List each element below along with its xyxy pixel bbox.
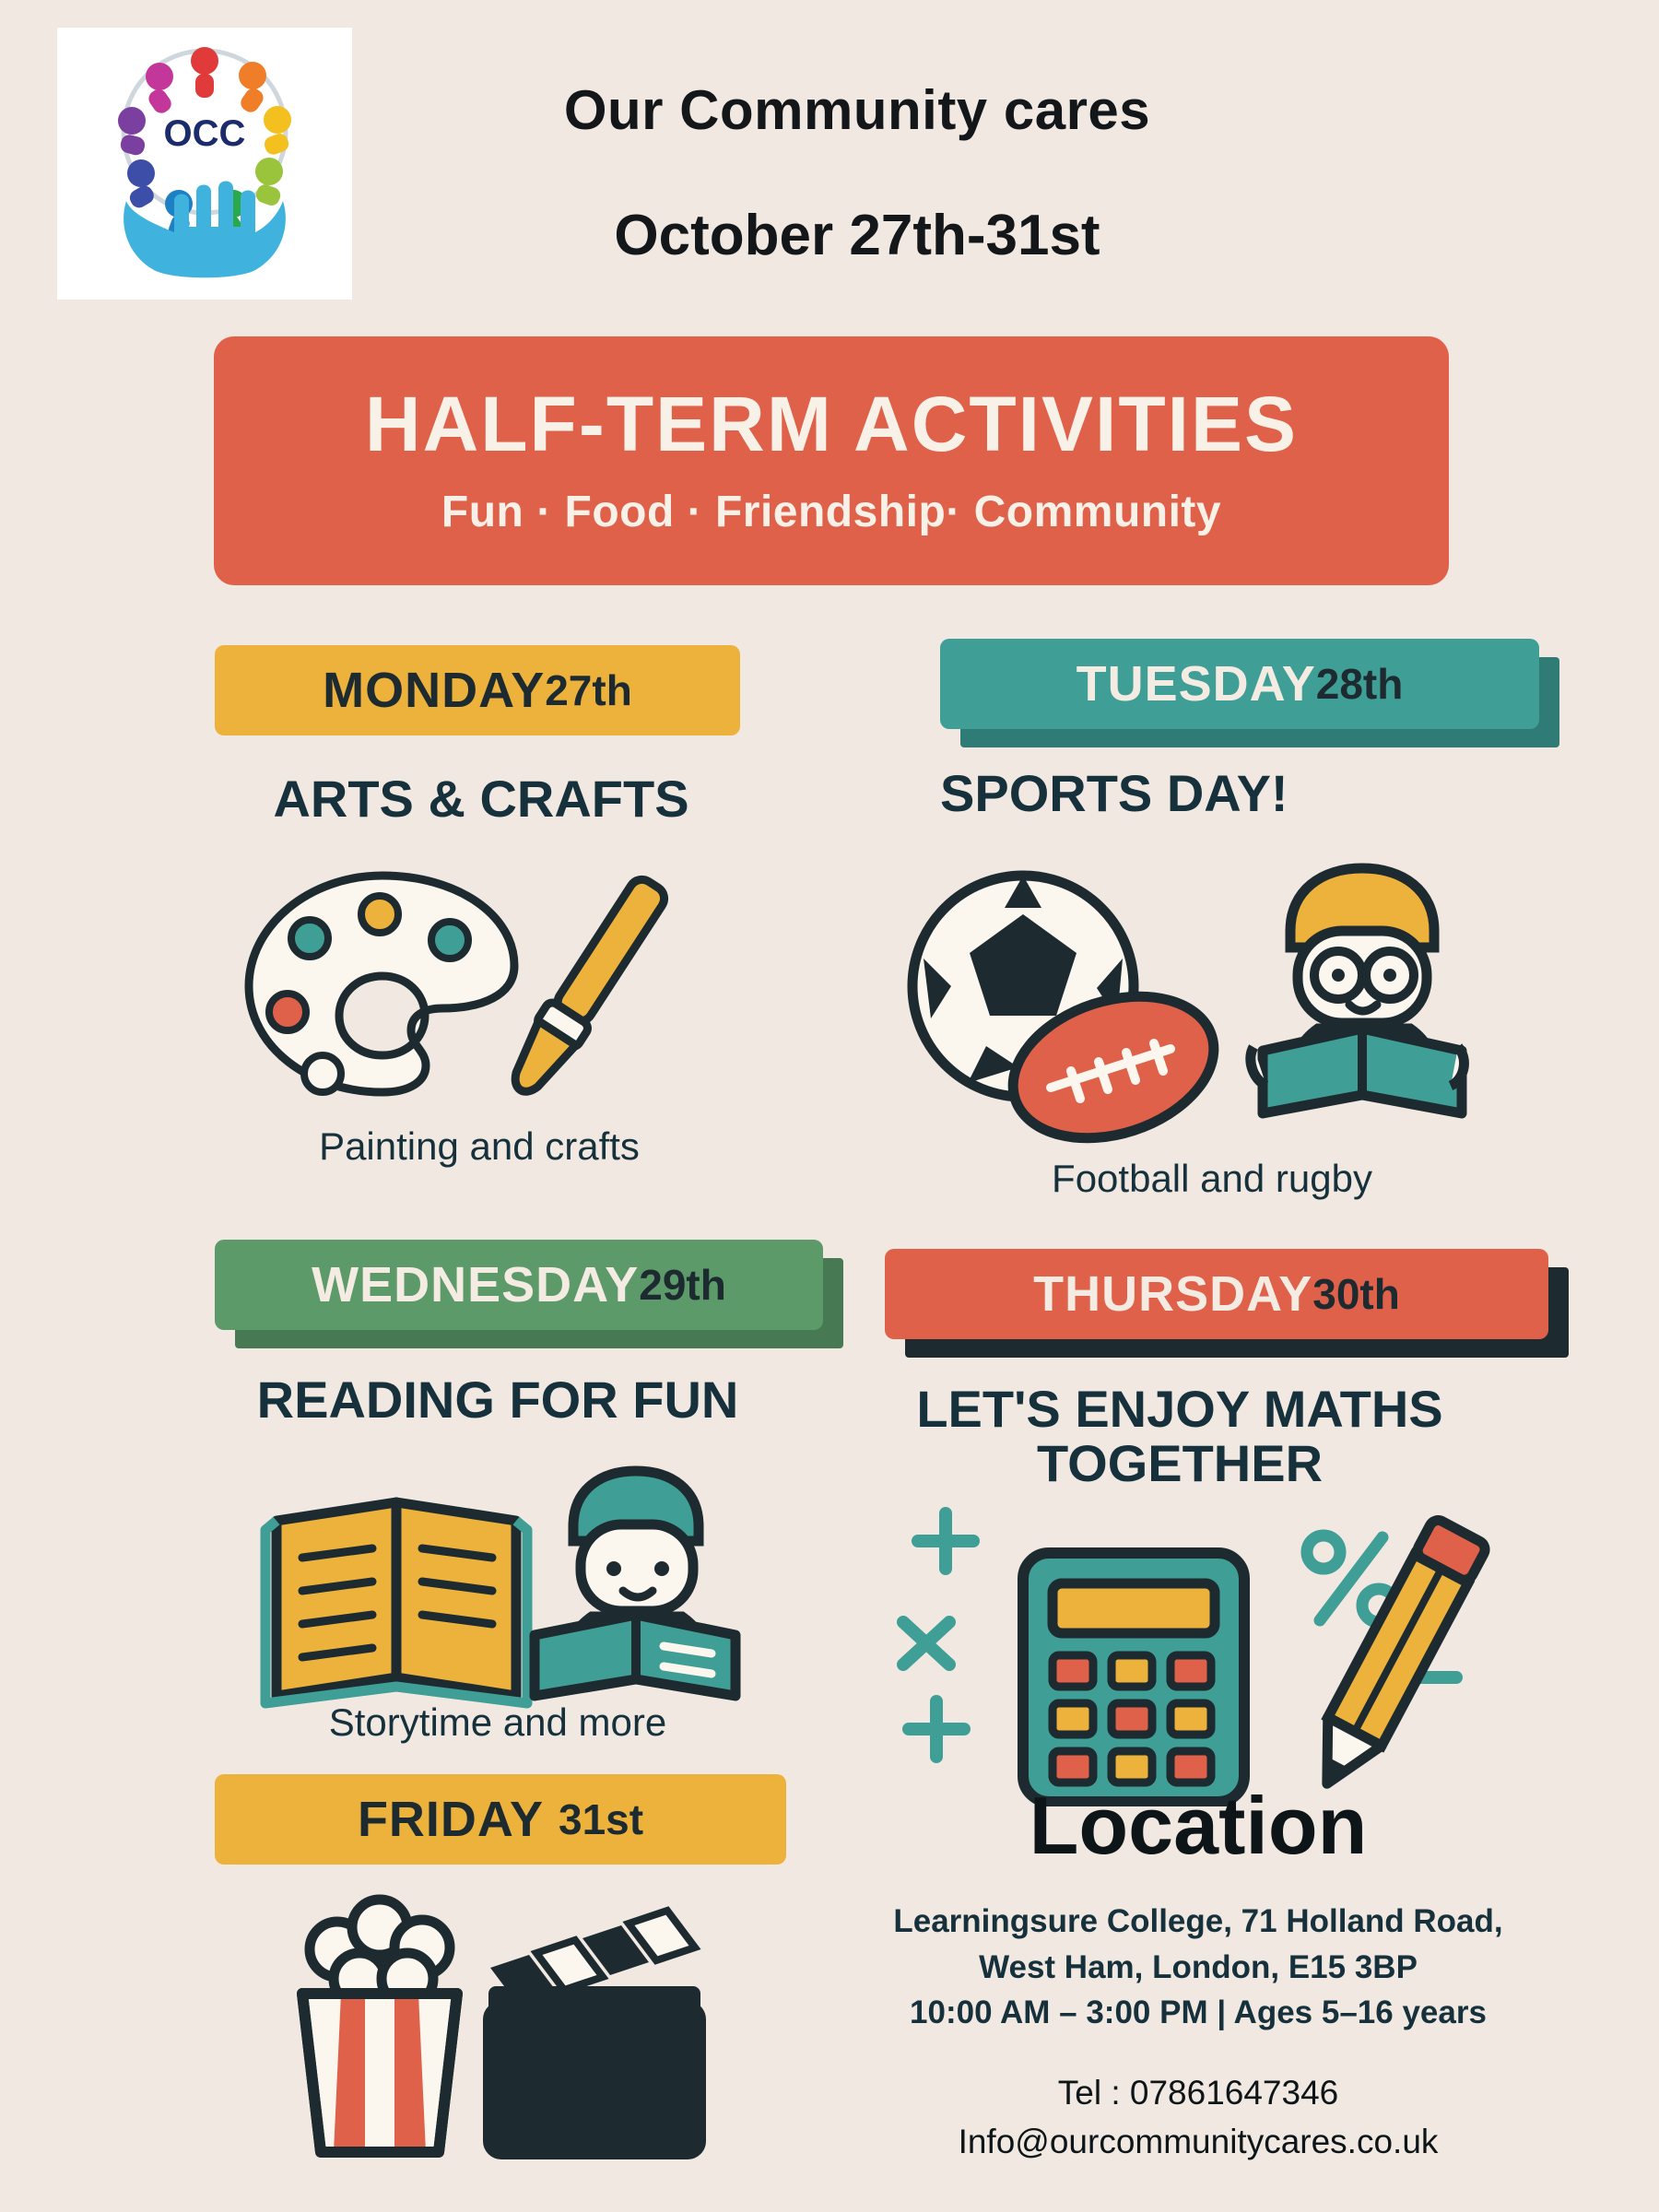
day-caption-monday: Painting and crafts (319, 1124, 640, 1168)
telephone[interactable]: Tel : 07861647346 (1057, 2074, 1339, 2112)
banner-subtitle: Fun · Food · Friendship· Community (441, 487, 1222, 536)
email-address[interactable]: Info@ourcommunitycares.co.uk (958, 2122, 1439, 2160)
day-label-tuesday: TUESDAY (1076, 656, 1316, 712)
calculator-pencil-icon (885, 1502, 1512, 1806)
day-chip-wednesday (215, 1240, 823, 1330)
location-contact (793, 2069, 1604, 2166)
day-label-wednesday: WEDNESDAY (312, 1257, 640, 1312)
location-title: Location (1029, 1780, 1368, 1871)
day-date-friday: 31st (558, 1795, 644, 1843)
football-rugby-reader-icon (866, 857, 1512, 1161)
address-line-2: West Ham, London, E15 3BP (979, 1948, 1418, 1985)
logo-box (57, 28, 352, 300)
palette-and-brush-icon (221, 857, 737, 1124)
day-date-wednesday: 29th (639, 1261, 726, 1309)
location-address (793, 1899, 1604, 2036)
hours-and-ages: 10:00 AM – 3:00 PM | Ages 5–16 years (910, 1994, 1487, 2031)
occ-circle-hands-logo (71, 35, 338, 293)
day-label-friday: FRIDAY (357, 1792, 544, 1847)
address-line-1: Learningsure College, 71 Holland Road, (893, 1903, 1503, 1939)
banner (214, 336, 1449, 585)
day-date-tuesday: 28th (1315, 660, 1404, 708)
day-caption-tuesday: Football and rugby (1052, 1157, 1372, 1200)
day-date-monday: 27th (545, 666, 632, 714)
day-heading-thursday: LET'S ENJOY MATHS TOGETHER (916, 1380, 1443, 1492)
day-heading-wednesday: READING FOR FUN (256, 1371, 739, 1429)
day-chip-tuesday (940, 639, 1539, 729)
page-title: Our Community cares (563, 79, 1151, 141)
popcorn-clapperboard-icon (276, 1894, 728, 2161)
day-label-monday: MONDAY (323, 663, 546, 718)
day-date-thursday: 30th (1312, 1270, 1400, 1318)
day-heading-monday: ARTS & CRAFTS (273, 770, 689, 828)
logo-text: OCC (163, 112, 246, 154)
open-book-reader-icon (258, 1465, 774, 1724)
day-heading-tuesday: SPORTS DAY! (940, 764, 1288, 822)
day-label-thursday: THURSDAY (1033, 1266, 1313, 1322)
day-caption-wednesday: Storytime and more (328, 1700, 667, 1744)
header-dates: October 27th-31st (614, 204, 1100, 267)
day-chip-thursday (885, 1249, 1548, 1339)
day-chip-monday (215, 645, 740, 735)
day-chip-friday (215, 1774, 786, 1865)
banner-title: HALF-TERM ACTIVITIES (364, 380, 1299, 467)
